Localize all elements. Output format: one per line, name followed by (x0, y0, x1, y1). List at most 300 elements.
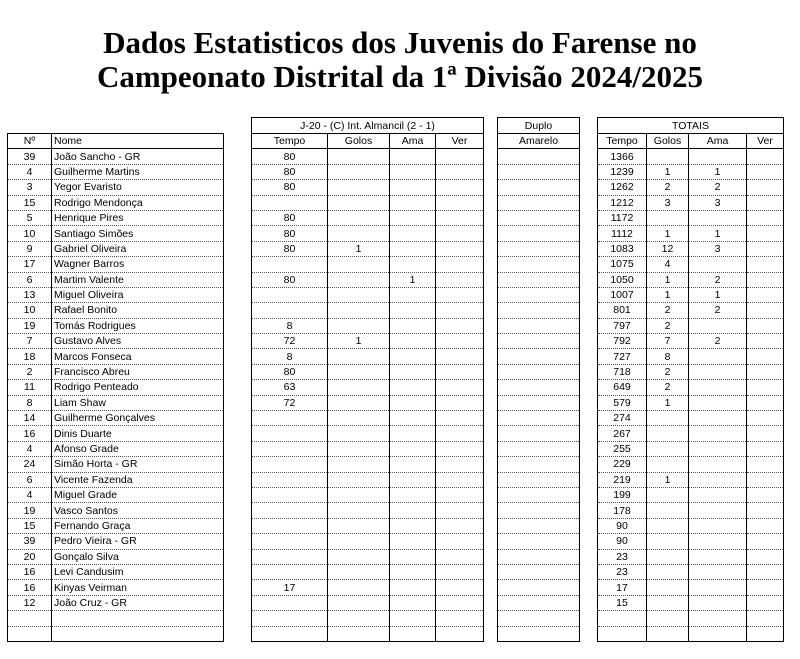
totals-tempo-cell: 15 (598, 595, 647, 610)
table-row (598, 380, 784, 395)
table-row (598, 364, 784, 379)
table-row (498, 611, 580, 626)
table-row (498, 549, 580, 564)
player-number: 8 (8, 395, 52, 410)
totals-ver-cell (747, 272, 784, 287)
duplo-cell (498, 441, 580, 456)
totals-ver-cell (747, 349, 784, 364)
match-golos-cell (328, 210, 390, 225)
duplo-cell (498, 564, 580, 579)
totals-ama-cell: 2 (689, 272, 747, 287)
table-row (252, 226, 484, 241)
match-golos-cell (328, 518, 390, 533)
table-row (252, 518, 484, 533)
table-row (498, 257, 580, 272)
match-ver-header: Ver (436, 134, 484, 149)
duplo-cell (498, 518, 580, 533)
totals-ver-cell (747, 226, 784, 241)
player-number: 20 (8, 549, 52, 564)
match-ama-cell (390, 349, 436, 364)
player-name: Vicente Fazenda (52, 472, 224, 487)
match-tempo-cell (252, 564, 328, 579)
match-ver-cell (436, 180, 484, 195)
duplo-cell (498, 426, 580, 441)
totals-ver-cell (747, 149, 784, 164)
table-row (252, 457, 484, 472)
totals-golos-cell: 2 (647, 180, 689, 195)
table-row (598, 180, 784, 195)
table-row (598, 164, 784, 179)
table-row (498, 564, 580, 579)
match-tempo-cell: 80 (252, 149, 328, 164)
totals-tempo-cell: 23 (598, 549, 647, 564)
match-golos-cell (328, 149, 390, 164)
player-name: Vasco Santos (52, 503, 224, 518)
table-row (8, 210, 224, 225)
match-ver-cell (436, 441, 484, 456)
table-row (598, 241, 784, 256)
totals-golos-cell (647, 564, 689, 579)
match-ver-cell (436, 349, 484, 364)
totals-title-header: TOTAIS (598, 118, 784, 134)
player-number: 2 (8, 364, 52, 379)
match-ama-cell (390, 534, 436, 549)
match-ama-cell (390, 287, 436, 302)
totals-ama-cell (689, 626, 747, 641)
table-row (252, 564, 484, 579)
totals-tempo-cell: 229 (598, 457, 647, 472)
match-golos-cell (328, 503, 390, 518)
table-row (598, 318, 784, 333)
table-row (8, 272, 224, 287)
player-number: 4 (8, 441, 52, 456)
table-row (598, 349, 784, 364)
table-row (8, 595, 224, 610)
table-row (8, 626, 224, 641)
match-golos-cell (328, 611, 390, 626)
match-ver-cell (436, 411, 484, 426)
table-row (8, 395, 224, 410)
totals-golos-cell (647, 595, 689, 610)
totals-ver-cell (747, 380, 784, 395)
totals-golos-cell: 2 (647, 380, 689, 395)
totals-golos-cell (647, 426, 689, 441)
table-row (8, 441, 224, 456)
totals-ama-cell: 3 (689, 241, 747, 256)
table-row (252, 503, 484, 518)
table-row (598, 395, 784, 410)
totals-golos-cell: 12 (647, 241, 689, 256)
duplo-cell (498, 349, 580, 364)
table-row (498, 580, 580, 595)
match-ama-cell (390, 364, 436, 379)
match-ama-cell (390, 426, 436, 441)
table-row (598, 503, 784, 518)
player-number: 10 (8, 226, 52, 241)
totals-ver-cell (747, 303, 784, 318)
totals-tempo-cell: 718 (598, 364, 647, 379)
match-ama-cell (390, 380, 436, 395)
match-ver-cell (436, 364, 484, 379)
player-number: 4 (8, 487, 52, 502)
match-ver-cell (436, 334, 484, 349)
match-tempo-cell (252, 549, 328, 564)
table-row (598, 472, 784, 487)
totals-tempo-cell: 199 (598, 487, 647, 502)
match-golos-cell (328, 441, 390, 456)
table-row (498, 149, 580, 164)
match-tempo-cell: 80 (252, 241, 328, 256)
totals-tempo-cell: 1083 (598, 241, 647, 256)
player-name: Kinyas Veirman (52, 580, 224, 595)
match-title-header: J-20 - (C) Int. Almancil (2 - 1) (252, 118, 484, 134)
match-ama-cell (390, 595, 436, 610)
duplo-header-line1: Duplo (498, 118, 580, 134)
table-row (498, 395, 580, 410)
match-tempo-cell: 72 (252, 395, 328, 410)
player-name (52, 626, 224, 641)
table-row (498, 441, 580, 456)
duplo-cell (498, 487, 580, 502)
match-ver-cell (436, 426, 484, 441)
table-row (252, 626, 484, 641)
player-number (8, 611, 52, 626)
table-row (498, 210, 580, 225)
totals-ama-cell (689, 595, 747, 610)
totals-ama-cell (689, 611, 747, 626)
table-row (498, 503, 580, 518)
player-name: Guilherme Martins (52, 164, 224, 179)
match-ver-cell (436, 380, 484, 395)
match-golos-cell (328, 580, 390, 595)
match-tempo-cell (252, 426, 328, 441)
totals-tempo-cell: 1239 (598, 164, 647, 179)
table-row (498, 364, 580, 379)
match-golos-cell (328, 380, 390, 395)
totals-ama-cell: 2 (689, 180, 747, 195)
duplo-cell (498, 272, 580, 287)
match-ama-cell (390, 441, 436, 456)
match-ama-cell (390, 334, 436, 349)
table-row (8, 503, 224, 518)
player-number: 7 (8, 334, 52, 349)
duplo-cell (498, 626, 580, 641)
table-row (252, 487, 484, 502)
match-ver-cell (436, 564, 484, 579)
match-golos-cell (328, 472, 390, 487)
table-row (252, 149, 484, 164)
match-tempo-cell: 80 (252, 164, 328, 179)
table-row (598, 595, 784, 610)
table-row (498, 195, 580, 210)
totals-ama-cell (689, 318, 747, 333)
table-row (8, 426, 224, 441)
table-row (252, 318, 484, 333)
player-number: 4 (8, 164, 52, 179)
player-number (8, 626, 52, 641)
match-golos-cell (328, 287, 390, 302)
totals-golos-cell (647, 611, 689, 626)
duplo-cell (498, 303, 580, 318)
match-tempo-cell (252, 472, 328, 487)
totals-golos-cell: 7 (647, 334, 689, 349)
totals-ama-cell (689, 149, 747, 164)
duplo-cell (498, 595, 580, 610)
totals-golos-cell (647, 441, 689, 456)
match-ver-cell (436, 611, 484, 626)
table-row (252, 395, 484, 410)
match-golos-cell (328, 364, 390, 379)
table-row (252, 349, 484, 364)
player-name: Levi Candusim (52, 564, 224, 579)
totals-ver-cell (747, 318, 784, 333)
table-row (598, 611, 784, 626)
match-ver-cell (436, 518, 484, 533)
table-row (498, 349, 580, 364)
totals-golos-cell: 1 (647, 287, 689, 302)
totals-table (597, 117, 784, 642)
totals-golos-cell (647, 487, 689, 502)
totals-golos-cell (647, 534, 689, 549)
totals-tempo-cell: 90 (598, 518, 647, 533)
match-tempo-cell (252, 457, 328, 472)
totals-tempo-cell: 1212 (598, 195, 647, 210)
match-ver-cell (436, 303, 484, 318)
player-name: Miguel Grade (52, 487, 224, 502)
table-row (498, 303, 580, 318)
player-number: 13 (8, 287, 52, 302)
match-tempo-header: Tempo (252, 134, 328, 149)
table-row (252, 180, 484, 195)
match-ver-cell (436, 272, 484, 287)
totals-ama-cell (689, 380, 747, 395)
match-golos-cell (328, 395, 390, 410)
duplo-cell (498, 380, 580, 395)
table-row (252, 411, 484, 426)
table-row (8, 364, 224, 379)
player-name: Rodrigo Mendonça (52, 195, 224, 210)
match-golos-cell (328, 164, 390, 179)
table-row (598, 426, 784, 441)
match-golos-cell (328, 349, 390, 364)
duplo-cell (498, 503, 580, 518)
table-row (252, 364, 484, 379)
match-ama-cell (390, 580, 436, 595)
duplo-cell (498, 472, 580, 487)
player-name: Gonçalo Silva (52, 549, 224, 564)
duplo-cell (498, 334, 580, 349)
totals-tempo-cell: 255 (598, 441, 647, 456)
totals-ver-cell (747, 626, 784, 641)
player-number: 15 (8, 518, 52, 533)
match-golos-cell: 1 (328, 334, 390, 349)
table-row (498, 426, 580, 441)
match-tempo-cell: 63 (252, 380, 328, 395)
table-row (8, 149, 224, 164)
table-row (8, 472, 224, 487)
match-tempo-cell (252, 287, 328, 302)
match-ama-cell (390, 564, 436, 579)
totals-tempo-cell: 797 (598, 318, 647, 333)
match-ama-cell (390, 411, 436, 426)
player-number: 5 (8, 210, 52, 225)
player-name: Gustavo Alves (52, 334, 224, 349)
table-row (598, 411, 784, 426)
table-row (498, 318, 580, 333)
table-row (598, 210, 784, 225)
table-row (8, 303, 224, 318)
match-ama-header: Ama (390, 134, 436, 149)
totals-golos-cell (647, 411, 689, 426)
table-row (8, 564, 224, 579)
totals-ver-cell (747, 195, 784, 210)
match-tempo-cell (252, 257, 328, 272)
player-name (52, 611, 224, 626)
totals-ver-cell (747, 426, 784, 441)
table-row (252, 380, 484, 395)
totals-golos-cell (647, 549, 689, 564)
name-header: Nome (52, 134, 224, 149)
match-ama-cell (390, 241, 436, 256)
duplo-cell (498, 210, 580, 225)
totals-golos-cell (647, 149, 689, 164)
match-tempo-cell: 17 (252, 580, 328, 595)
table-row (252, 287, 484, 302)
totals-tempo-cell: 178 (598, 503, 647, 518)
match-tempo-cell: 80 (252, 180, 328, 195)
match-ver-cell (436, 257, 484, 272)
totals-tempo-cell: 1172 (598, 210, 647, 225)
match-ver-cell (436, 318, 484, 333)
match-ama-cell (390, 503, 436, 518)
match-tempo-cell (252, 195, 328, 210)
totals-golos-cell (647, 626, 689, 641)
match-ver-cell (436, 395, 484, 410)
totals-tempo-cell: 1007 (598, 287, 647, 302)
table-row (8, 487, 224, 502)
table-row (8, 411, 224, 426)
match-ama-cell (390, 611, 436, 626)
match-stats-table (251, 117, 484, 642)
table-row (498, 472, 580, 487)
player-name: Rafael Bonito (52, 303, 224, 318)
table-row (498, 164, 580, 179)
totals-tempo-cell: 23 (598, 564, 647, 579)
table-row (598, 195, 784, 210)
player-name: João Cruz - GR (52, 595, 224, 610)
duplo-cell (498, 395, 580, 410)
match-ama-cell: 1 (390, 272, 436, 287)
match-tempo-cell (252, 518, 328, 533)
table-row (598, 303, 784, 318)
match-golos-cell (328, 318, 390, 333)
totals-ver-cell (747, 287, 784, 302)
match-golos-header: Golos (328, 134, 390, 149)
player-number: 17 (8, 257, 52, 272)
table-row (252, 426, 484, 441)
table-row (8, 457, 224, 472)
totals-golos-cell: 2 (647, 364, 689, 379)
table-row (8, 518, 224, 533)
player-name: Marcos Fonseca (52, 349, 224, 364)
totals-ver-cell (747, 472, 784, 487)
table-row (252, 441, 484, 456)
match-tempo-cell (252, 411, 328, 426)
match-ver-cell (436, 149, 484, 164)
totals-tempo-cell: 1262 (598, 180, 647, 195)
totals-golos-cell (647, 503, 689, 518)
match-tempo-cell: 80 (252, 272, 328, 287)
duplo-cell (498, 534, 580, 549)
table-row (252, 195, 484, 210)
table-row (252, 241, 484, 256)
totals-ama-cell (689, 349, 747, 364)
duplo-cell (498, 149, 580, 164)
table-row (598, 441, 784, 456)
match-ver-cell (436, 595, 484, 610)
match-golos-cell (328, 180, 390, 195)
match-ama-cell (390, 626, 436, 641)
totals-tempo-cell: 801 (598, 303, 647, 318)
totals-ver-cell (747, 441, 784, 456)
totals-golos-cell: 1 (647, 164, 689, 179)
totals-ver-cell (747, 580, 784, 595)
table-row (252, 272, 484, 287)
table-row (8, 580, 224, 595)
table-row (498, 272, 580, 287)
totals-ver-cell (747, 180, 784, 195)
duplo-amarelo-table (497, 117, 580, 642)
match-tempo-cell (252, 611, 328, 626)
totals-golos-cell (647, 580, 689, 595)
totals-golos-cell: 1 (647, 472, 689, 487)
match-golos-cell (328, 564, 390, 579)
player-name: Guilherme Gonçalves (52, 411, 224, 426)
player-number: 19 (8, 503, 52, 518)
page-title-line1: Dados Estatisticos dos Juvenis do Farense no (103, 25, 697, 60)
table-row (252, 210, 484, 225)
totals-ama-cell (689, 364, 747, 379)
table-row (498, 457, 580, 472)
duplo-cell (498, 549, 580, 564)
totals-ama-cell (689, 549, 747, 564)
table-row (598, 487, 784, 502)
totals-ama-cell (689, 472, 747, 487)
totals-ver-cell (747, 164, 784, 179)
match-tempo-cell (252, 441, 328, 456)
totals-tempo-cell: 727 (598, 349, 647, 364)
table-row (598, 534, 784, 549)
totals-golos-cell: 1 (647, 226, 689, 241)
player-number: 10 (8, 303, 52, 318)
totals-ama-cell (689, 210, 747, 225)
totals-ama-cell: 3 (689, 195, 747, 210)
match-ver-cell (436, 241, 484, 256)
player-number: 12 (8, 595, 52, 610)
player-number: 11 (8, 380, 52, 395)
totals-ama-cell (689, 426, 747, 441)
match-tempo-cell (252, 303, 328, 318)
player-number: 39 (8, 534, 52, 549)
totals-tempo-cell (598, 611, 647, 626)
match-ama-cell (390, 487, 436, 502)
totals-ver-header: Ver (747, 134, 784, 149)
match-golos-cell (328, 549, 390, 564)
match-ama-cell (390, 257, 436, 272)
match-golos-cell (328, 272, 390, 287)
table-row (252, 257, 484, 272)
match-ama-cell (390, 303, 436, 318)
